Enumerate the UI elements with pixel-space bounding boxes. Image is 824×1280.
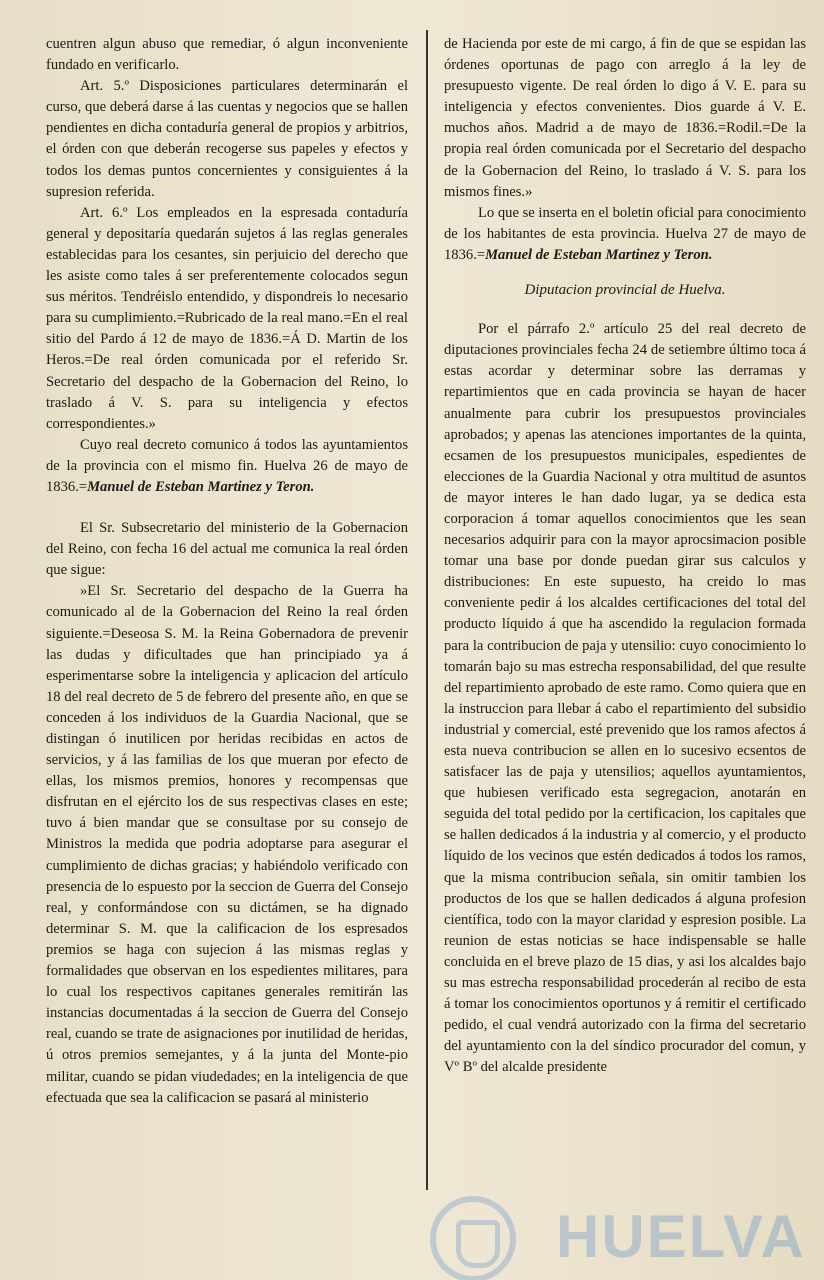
paragraph-decree-communication: [46, 435, 408, 498]
right-column: [444, 34, 806, 1079]
paragraph-royal-order-guerra: »El Sr. Secretario del despacho de la Guerra ha comunicado al de la Gobernacion del Reino la real órden siguiente.=Deseosa S. M. la Reina Gobernadora de prevenir las dudas y dificultades que han principiado ya á esperimentarse sobre la inteligencia y aplicacion del artículo 18 del real decreto de 5 de febrero del presente año, en que se conceden á los individuos de la Guardia Nacional, que se distingan ó inutilicen por heridas recibidas en actos de servicios, y á las familias de los que mueran por efecto de ellas, los mismos premios, honores y recompensas que disfrutan en el ejército los de sus respectivas clases en este; tuvo á bien mandar que se consultase por su consejo de Ministros la medida que podria adoptarse para asegurar el cumplimiento de dichas gracias; y habiéndolo verificado con presencia de lo espuesto por la seccion de Guerra del Consejo real, y conformándose con su dictámen, se ha dignado determinar S. M. que la calificacion de los espresados premios se haga con sujecion á las mismas reglas y formalidades que observan en los espedientes militares, para lo cual los respectivos capitanes generales remitirán las instancias documentadas á la seccion de Guerra del Consejo real, cuando se trate de asignaciones por inutilidad de heridas, ú otros premios semejantes, y á la junta del Monte-pio militar, cuando se pidan viudedades; en la inteligencia de que efectuada que sea la calificacion se pasará al ministerio: [46, 583, 408, 1106]
archive-watermark-text: HUELVA: [556, 1203, 806, 1270]
signature-governor: Manuel de Esteban Martinez y Teron.: [87, 478, 315, 495]
paragraph-diputacion-provincial: Por el párrafo 2.º artículo 25 del real decreto de diputaciones provinciales fecha 24 de setiembre último toca á estas acordar y determinar sobre las derramas y repartimientos que en cada provincia se hayan de hacer anualmente para cubrir los presupuestos provinciales aprobados; y apenas las atenciones importantes de la quinta, ecsamen de los presupuestos municipales, espedientes de elecciones de la Guardia Nacional y otra multitud de asuntos de mayor interes le han dado lugar, ya se dedica esta corporacion á tomar aquellos conocimientos que les sean necesarios adquirir para con la mayor aprocsimacion posible tomar una base por donde puedan girar sus calculos y distribuciones: En este supuesto, ha creido lo mas conveniente pedir á los alcaldes certificaciones del total del producto líquido á que ha ascendido la regulacion formada para la contribucion de paja y utensilio: cuyo conocimiento lo tomarán bajo su mas estrecha responsabilidad, del que resulte del repartimiento aprobado de este ramo. Como quiera que en la instruccion para llebar á cabo el repartimiento del subsidio industrial y comercial, esté prevenido que los ramos afectos á esta nueva contribucion se allen en lo sucesivo ecsentos de satisfacer las de paja y utensilios; aquellos ayuntamientos, que hubiesen verificado esta segregacion, anotarán en seguida del total pedido por la certificacion, los capitales que se hallen dedicados á la industria y al comercio, y el producto líquido de los vecinos que estén dedicados á todos los ramos, que la misma contribucion señala, sin omitir tambien los productos de los que se hallen dedicados á alguna profesion científica, todo con la mayor claridad y espresion posible. La reunion de estas noticias se hace indispensable se halle concluida en el breve plazo de 15 dias, y asi los alcaldes bajo su mas estrecha responsabilidad procederán al recibo de esta á tomar los conocimientos oportunos y á remitir el certificado pedido, el cual vendrá autorizado con la firma del secretario del ayuntamiento con la del síndico procurador del comun, y Vº Bº del alcalde presidente: [444, 321, 806, 1076]
boletin-insertion-text: Lo que se inserta en el boletin oficial para conocimiento de los habitantes de esta provincia. Huelva 27 de mayo de 1836.=: [444, 204, 806, 263]
column-divider: [426, 30, 428, 1190]
section-heading-diputacion: Diputacion provincial de Huelva.: [524, 282, 726, 299]
paragraph-hacienda-continuation: de Hacienda por este de mi cargo, á fin de que se espidan las órdenes oportunas de pago con arreglo á la ley de presupuesto vigente. De real órden lo digo á V. E. para su inteligencia y efectos convenientes. Dios guarde á V. E. muchos años. Madrid a de mayo de 1836.=Rodil.=De la propia real órden comunicada por el Secretario del despacho de la Gobernacion del Reino, lo traslado á V. S. para los mismos fines.»: [444, 36, 806, 200]
section-divider: [46, 498, 408, 518]
left-column: [46, 34, 408, 1109]
paragraph-intro-continuation: cuentren algun abuso que remediar, ó algun inconveniente fundado en verificarlo.: [46, 36, 408, 74]
paragraph-article-6: Art. 6.º Los empleados en la espresada contaduría general y depositaría quedarán sujetos á las reglas generales establecidas para los cesantes, sin perjuicio del derecho que les asiste como tales á ser preferentemente colocados segun sus méritos. Tendréislo entendido, y dispondreis lo necesario para su cumplimiento.=Rubricado de la real mano.=En el real sitio del Pardo á 12 de mayo de 1836.=Á D. Martin de los Heros.=De real órden comunicada por el referido Sr. Secretario del despacho de la Gobernacion del Reino, lo traslado á V. S. para su inteligencia y efectos correspondientes.»: [46, 204, 408, 432]
archive-seal-watermark-icon: [430, 1196, 516, 1280]
paragraph-boletin-insertion: [444, 203, 806, 266]
paragraph-subsecretary: El Sr. Subsecretario del ministerio de la Gobernacion del Reino, con fecha 16 del actual me comunica la real órden que sigue:: [46, 520, 408, 579]
paragraph-article-5: Art. 5.º Disposiciones particulares determinarán el curso, que deberá darse á las cuentas y negocios que se hallen pendientes en dicha contaduría general de propios y arbitrios, el órden con que deberán recogerse sus papeles y efectos y todos los demas puntos concernientes y consiguientes á la supresion referida.: [46, 78, 408, 200]
signature-governor-2: Manuel de Esteban Martinez y Teron.: [485, 246, 713, 263]
decree-communication-text: Cuyo real decreto comunico á todos las ayuntamientos de la provincia con el mismo fin. Huelva 26 de mayo de 1836.=: [46, 436, 408, 495]
